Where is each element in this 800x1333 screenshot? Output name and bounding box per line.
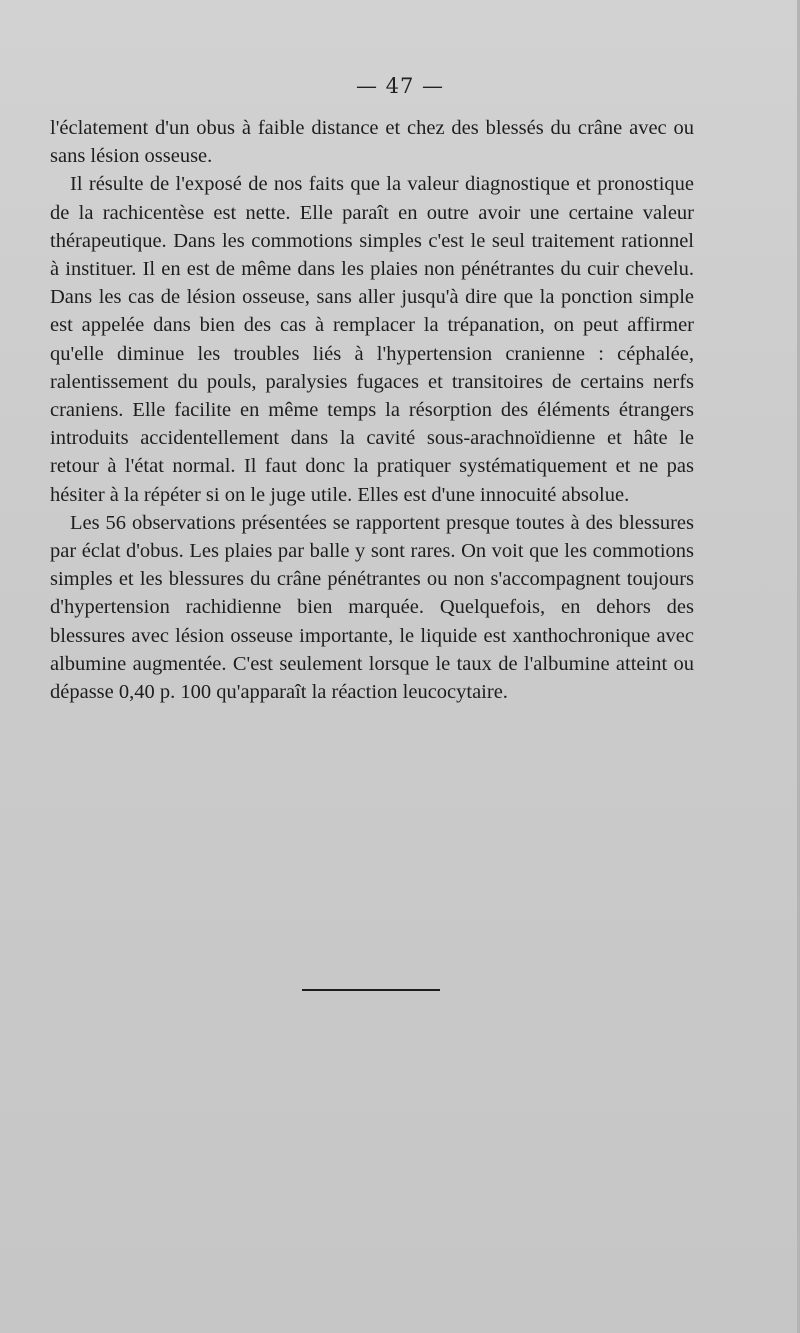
paragraph-rachicentese: Il résulte de l'exposé de nos faits que la valeur diagnostique et pronostique de la rachicentèse est nette. Elle paraît en outre avoir une certaine valeur thérapeutique. Dans les commotions simples c'est le seul traitement rationnel à instituer. Il en est de même dans les plaies non pénétrantes du cuir chevelu. Dans les cas de lésion osseuse, sans aller jusqu'à dire que la ponction simple est appelée dans bien des cas à remplacer la trépanation, on peut affirmer qu'elle diminue les troubles liés à l'hypertension cranienne : céphalée, ralentissement du pouls, paralysies fugaces et transitoires de certains nerfs craniens. Elle facilite en même temps la résorption des éléments étrangers introduits accidentellement dans la cavité sous-arachnoïdienne et hâte le retour à l'état normal. Il faut donc la pratiquer systématiquement et ne pas hésiter à la répéter si on le juge utile. Elles est d'une innocuité absolue. (50, 173, 694, 506)
page-number: — 47 — (355, 74, 445, 98)
section-end-rule (302, 989, 440, 991)
body-text (50, 114, 694, 706)
paragraph-continuation: l'éclatement d'un obus à faible distance et chez des blessés du crâne avec ou sans lésion osseuse. (50, 117, 694, 168)
paragraph-observations: Les 56 observations présentées se rapportent presque toutes à des blessures par éclat d'obus. Les plaies par balle y sont rares. On voit que les commotions simples et les blessures du crâne pénétrantes ou non s'accompagnent toujours d'hypertension rachidienne bien marquée. Quelquefois, en dehors des blessures avec lésion osseuse importante, le liquide est xanthochronique avec albumine augmentée. C'est seulement lorsque le taux de l'albumine atteint ou dépasse 0,40 p. 100 qu'apparaît la réaction leucocytaire. (50, 511, 694, 704)
